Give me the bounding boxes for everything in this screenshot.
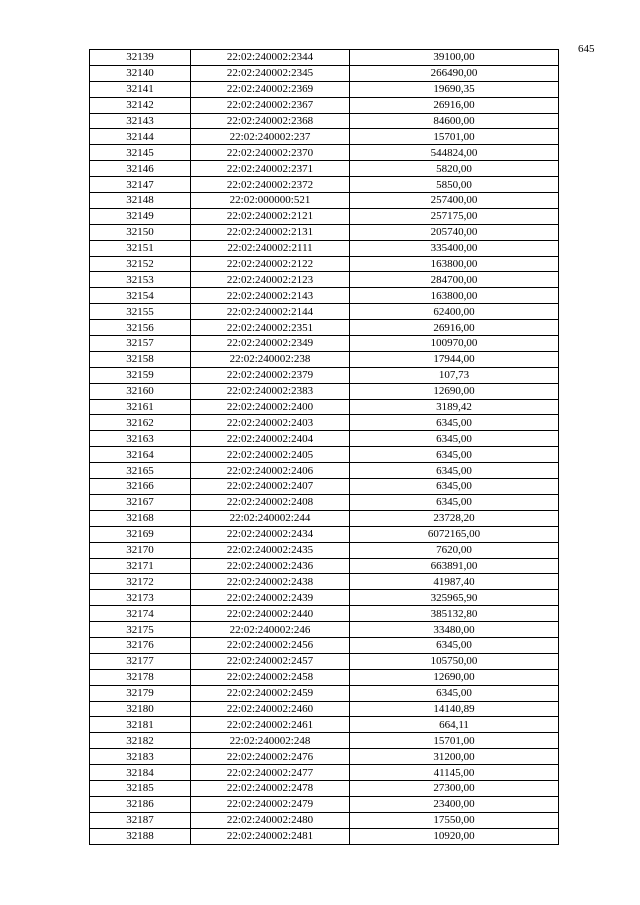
cadastral-value-cell: 14140,89 bbox=[350, 701, 559, 717]
row-number-cell: 32174 bbox=[90, 606, 191, 622]
cadastral-value-cell: 544824,00 bbox=[350, 145, 559, 161]
cadastral-value-cell: 663891,00 bbox=[350, 558, 559, 574]
cadastral-value-cell: 26916,00 bbox=[350, 320, 559, 336]
row-number-cell: 32164 bbox=[90, 447, 191, 463]
table-row bbox=[90, 161, 559, 177]
cadastral-value-cell: 6345,00 bbox=[350, 463, 559, 479]
cadastral-number-cell: 22:02:240002:2368 bbox=[191, 113, 350, 129]
table-row bbox=[90, 97, 559, 113]
cadastral-value-cell: 163800,00 bbox=[350, 256, 559, 272]
table-row bbox=[90, 256, 559, 272]
cadastral-value-cell: 107,73 bbox=[350, 367, 559, 383]
cadastral-value-cell: 41145,00 bbox=[350, 765, 559, 781]
table-row bbox=[90, 145, 559, 161]
cadastral-number-cell: 22:02:240002:2438 bbox=[191, 574, 350, 590]
table-row bbox=[90, 177, 559, 193]
table-row bbox=[90, 415, 559, 431]
table-row bbox=[90, 113, 559, 129]
cadastral-value-cell: 257400,00 bbox=[350, 193, 559, 209]
cadastral-number-cell: 22:02:240002:2408 bbox=[191, 494, 350, 510]
cadastral-number-cell: 22:02:240002:2351 bbox=[191, 320, 350, 336]
cadastral-value-cell: 325965,90 bbox=[350, 590, 559, 606]
cadastral-number-cell: 22:02:240002:2349 bbox=[191, 336, 350, 352]
cadastral-number-cell: 22:02:240002:2345 bbox=[191, 65, 350, 81]
table-row bbox=[90, 765, 559, 781]
cadastral-value-cell: 62400,00 bbox=[350, 304, 559, 320]
cadastral-value-cell: 7620,00 bbox=[350, 542, 559, 558]
row-number-cell: 32146 bbox=[90, 161, 191, 177]
row-number-cell: 32168 bbox=[90, 510, 191, 526]
cadastral-value-cell: 257175,00 bbox=[350, 208, 559, 224]
cadastral-number-cell: 22:02:240002:2407 bbox=[191, 479, 350, 495]
cadastral-number-cell: 22:02:240002:2379 bbox=[191, 367, 350, 383]
table-row bbox=[90, 399, 559, 415]
cadastral-value-cell: 284700,00 bbox=[350, 272, 559, 288]
row-number-cell: 32184 bbox=[90, 765, 191, 781]
row-number-cell: 32141 bbox=[90, 81, 191, 97]
cadastral-number-cell: 22:02:240002:246 bbox=[191, 622, 350, 638]
cadastral-value-cell: 5850,00 bbox=[350, 177, 559, 193]
cadastral-number-cell: 22:02:240002:2456 bbox=[191, 637, 350, 653]
row-number-cell: 32161 bbox=[90, 399, 191, 415]
cadastral-value-cell: 664,11 bbox=[350, 717, 559, 733]
row-number-cell: 32149 bbox=[90, 208, 191, 224]
row-number-cell: 32159 bbox=[90, 367, 191, 383]
table-row bbox=[90, 463, 559, 479]
row-number-cell: 32169 bbox=[90, 526, 191, 542]
cadastral-number-cell: 22:02:240002:2406 bbox=[191, 463, 350, 479]
cadastral-value-cell: 15701,00 bbox=[350, 129, 559, 145]
cadastral-number-cell: 22:02:240002:2121 bbox=[191, 208, 350, 224]
row-number-cell: 32185 bbox=[90, 780, 191, 796]
cadastral-number-cell: 22:02:240002:2405 bbox=[191, 447, 350, 463]
table-row bbox=[90, 780, 559, 796]
cadastral-value-cell: 105750,00 bbox=[350, 653, 559, 669]
table-row bbox=[90, 510, 559, 526]
row-number-cell: 32181 bbox=[90, 717, 191, 733]
cadastral-number-cell: 22:02:240002:2367 bbox=[191, 97, 350, 113]
cadastral-value-cell: 84600,00 bbox=[350, 113, 559, 129]
table-body bbox=[90, 50, 559, 845]
table-row bbox=[90, 367, 559, 383]
cadastral-value-cell: 6345,00 bbox=[350, 637, 559, 653]
cadastral-value-cell: 6345,00 bbox=[350, 494, 559, 510]
cadastral-number-cell: 22:02:240002:2477 bbox=[191, 765, 350, 781]
table-row bbox=[90, 590, 559, 606]
cadastral-number-cell: 22:02:240002:2400 bbox=[191, 399, 350, 415]
row-number-cell: 32157 bbox=[90, 336, 191, 352]
cadastral-number-cell: 22:02:240002:248 bbox=[191, 733, 350, 749]
cadastral-number-cell: 22:02:240002:2478 bbox=[191, 780, 350, 796]
row-number-cell: 32188 bbox=[90, 828, 191, 844]
cadastral-value-cell: 6345,00 bbox=[350, 479, 559, 495]
cadastral-number-cell: 22:02:240002:2369 bbox=[191, 81, 350, 97]
row-number-cell: 32175 bbox=[90, 622, 191, 638]
table-row bbox=[90, 574, 559, 590]
cadastral-number-cell: 22:02:240002:2460 bbox=[191, 701, 350, 717]
table-row bbox=[90, 733, 559, 749]
table-row bbox=[90, 685, 559, 701]
table-row bbox=[90, 606, 559, 622]
table-row bbox=[90, 447, 559, 463]
table-row bbox=[90, 129, 559, 145]
row-number-cell: 32187 bbox=[90, 812, 191, 828]
cadastral-value-cell: 17550,00 bbox=[350, 812, 559, 828]
cadastral-value-cell: 31200,00 bbox=[350, 749, 559, 765]
table-row bbox=[90, 383, 559, 399]
row-number-cell: 32151 bbox=[90, 240, 191, 256]
row-number-cell: 32173 bbox=[90, 590, 191, 606]
table-row bbox=[90, 224, 559, 240]
table-row bbox=[90, 351, 559, 367]
table-row bbox=[90, 81, 559, 97]
cadastral-number-cell: 22:02:240002:2111 bbox=[191, 240, 350, 256]
cadastral-value-cell: 41987,40 bbox=[350, 574, 559, 590]
page-number: 645 bbox=[578, 43, 595, 55]
table-row bbox=[90, 336, 559, 352]
cadastral-number-cell: 22:02:240002:2458 bbox=[191, 669, 350, 685]
cadastral-value-cell: 23400,00 bbox=[350, 796, 559, 812]
row-number-cell: 32150 bbox=[90, 224, 191, 240]
cadastral-number-cell: 22:02:240002:237 bbox=[191, 129, 350, 145]
row-number-cell: 32144 bbox=[90, 129, 191, 145]
table-row bbox=[90, 479, 559, 495]
table-row bbox=[90, 193, 559, 209]
row-number-cell: 32163 bbox=[90, 431, 191, 447]
cadastral-number-cell: 22:02:240002:2479 bbox=[191, 796, 350, 812]
table-row bbox=[90, 304, 559, 320]
row-number-cell: 32177 bbox=[90, 653, 191, 669]
cadastral-number-cell: 22:02:240002:2143 bbox=[191, 288, 350, 304]
row-number-cell: 32172 bbox=[90, 574, 191, 590]
cadastral-number-cell: 22:02:240002:2459 bbox=[191, 685, 350, 701]
table-row bbox=[90, 812, 559, 828]
row-number-cell: 32166 bbox=[90, 479, 191, 495]
table-row bbox=[90, 749, 559, 765]
row-number-cell: 32176 bbox=[90, 637, 191, 653]
row-number-cell: 32170 bbox=[90, 542, 191, 558]
cadastral-number-cell: 22:02:240002:2436 bbox=[191, 558, 350, 574]
row-number-cell: 32153 bbox=[90, 272, 191, 288]
table-row bbox=[90, 542, 559, 558]
cadastral-number-cell: 22:02:240002:244 bbox=[191, 510, 350, 526]
table-row bbox=[90, 240, 559, 256]
cadastral-value-cell: 27300,00 bbox=[350, 780, 559, 796]
table-row bbox=[90, 320, 559, 336]
table-row bbox=[90, 288, 559, 304]
row-number-cell: 32183 bbox=[90, 749, 191, 765]
row-number-cell: 32148 bbox=[90, 193, 191, 209]
cadastral-number-cell: 22:02:240002:2131 bbox=[191, 224, 350, 240]
cadastral-number-cell: 22:02:240002:2403 bbox=[191, 415, 350, 431]
cadastral-value-cell: 19690,35 bbox=[350, 81, 559, 97]
row-number-cell: 32186 bbox=[90, 796, 191, 812]
row-number-cell: 32154 bbox=[90, 288, 191, 304]
cadastral-value-cell: 39100,00 bbox=[350, 50, 559, 66]
table-row bbox=[90, 828, 559, 844]
row-number-cell: 32162 bbox=[90, 415, 191, 431]
cadastral-number-cell: 22:02:240002:2383 bbox=[191, 383, 350, 399]
table-row bbox=[90, 717, 559, 733]
row-number-cell: 32147 bbox=[90, 177, 191, 193]
row-number-cell: 32155 bbox=[90, 304, 191, 320]
table-row bbox=[90, 494, 559, 510]
cadastral-value-cell: 6345,00 bbox=[350, 447, 559, 463]
cadastral-value-cell: 17944,00 bbox=[350, 351, 559, 367]
cadastral-number-cell: 22:02:240002:2123 bbox=[191, 272, 350, 288]
cadastral-number-cell: 22:02:240002:2435 bbox=[191, 542, 350, 558]
cadastral-number-cell: 22:02:240002:2480 bbox=[191, 812, 350, 828]
row-number-cell: 32165 bbox=[90, 463, 191, 479]
cadastral-value-cell: 6345,00 bbox=[350, 431, 559, 447]
cadastral-value-cell: 335400,00 bbox=[350, 240, 559, 256]
cadastral-value-cell: 266490,00 bbox=[350, 65, 559, 81]
table-row bbox=[90, 50, 559, 66]
row-number-cell: 32158 bbox=[90, 351, 191, 367]
row-number-cell: 32179 bbox=[90, 685, 191, 701]
cadastral-value-table bbox=[89, 49, 559, 845]
cadastral-value-cell: 6072165,00 bbox=[350, 526, 559, 542]
table-row bbox=[90, 669, 559, 685]
cadastral-number-cell: 22:02:240002:2476 bbox=[191, 749, 350, 765]
table-row bbox=[90, 208, 559, 224]
cadastral-number-cell: 22:02:240002:2370 bbox=[191, 145, 350, 161]
cadastral-value-cell: 205740,00 bbox=[350, 224, 559, 240]
cadastral-number-cell: 22:02:240002:2344 bbox=[191, 50, 350, 66]
cadastral-value-cell: 12690,00 bbox=[350, 383, 559, 399]
row-number-cell: 32156 bbox=[90, 320, 191, 336]
row-number-cell: 32167 bbox=[90, 494, 191, 510]
cadastral-number-cell: 22:02:240002:2434 bbox=[191, 526, 350, 542]
cadastral-number-cell: 22:02:240002:2440 bbox=[191, 606, 350, 622]
row-number-cell: 32160 bbox=[90, 383, 191, 399]
row-number-cell: 32145 bbox=[90, 145, 191, 161]
cadastral-value-cell: 26916,00 bbox=[350, 97, 559, 113]
table-row bbox=[90, 796, 559, 812]
cadastral-value-cell: 15701,00 bbox=[350, 733, 559, 749]
table-row bbox=[90, 431, 559, 447]
cadastral-number-cell: 22:02:000000:521 bbox=[191, 193, 350, 209]
cadastral-number-cell: 22:02:240002:2439 bbox=[191, 590, 350, 606]
table-row bbox=[90, 65, 559, 81]
cadastral-value-cell: 5820,00 bbox=[350, 161, 559, 177]
table-row bbox=[90, 526, 559, 542]
cadastral-value-cell: 33480,00 bbox=[350, 622, 559, 638]
cadastral-value-cell: 3189,42 bbox=[350, 399, 559, 415]
cadastral-value-cell: 23728,20 bbox=[350, 510, 559, 526]
cadastral-number-cell: 22:02:240002:2457 bbox=[191, 653, 350, 669]
cadastral-number-cell: 22:02:240002:2372 bbox=[191, 177, 350, 193]
table-row bbox=[90, 272, 559, 288]
cadastral-number-cell: 22:02:240002:2371 bbox=[191, 161, 350, 177]
row-number-cell: 32152 bbox=[90, 256, 191, 272]
cadastral-value-cell: 100970,00 bbox=[350, 336, 559, 352]
row-number-cell: 32143 bbox=[90, 113, 191, 129]
cadastral-value-cell: 6345,00 bbox=[350, 415, 559, 431]
cadastral-number-cell: 22:02:240002:2481 bbox=[191, 828, 350, 844]
row-number-cell: 32171 bbox=[90, 558, 191, 574]
row-number-cell: 32180 bbox=[90, 701, 191, 717]
table-row bbox=[90, 701, 559, 717]
table-row bbox=[90, 622, 559, 638]
cadastral-number-cell: 22:02:240002:2461 bbox=[191, 717, 350, 733]
cadastral-value-cell: 385132,80 bbox=[350, 606, 559, 622]
cadastral-number-cell: 22:02:240002:2144 bbox=[191, 304, 350, 320]
cadastral-value-cell: 10920,00 bbox=[350, 828, 559, 844]
table-row bbox=[90, 558, 559, 574]
cadastral-number-cell: 22:02:240002:2122 bbox=[191, 256, 350, 272]
row-number-cell: 32178 bbox=[90, 669, 191, 685]
cadastral-value-cell: 6345,00 bbox=[350, 685, 559, 701]
cadastral-value-cell: 12690,00 bbox=[350, 669, 559, 685]
table-row bbox=[90, 653, 559, 669]
row-number-cell: 32139 bbox=[90, 50, 191, 66]
cadastral-number-cell: 22:02:240002:238 bbox=[191, 351, 350, 367]
row-number-cell: 32140 bbox=[90, 65, 191, 81]
row-number-cell: 32142 bbox=[90, 97, 191, 113]
cadastral-value-cell: 163800,00 bbox=[350, 288, 559, 304]
row-number-cell: 32182 bbox=[90, 733, 191, 749]
table-row bbox=[90, 637, 559, 653]
cadastral-number-cell: 22:02:240002:2404 bbox=[191, 431, 350, 447]
